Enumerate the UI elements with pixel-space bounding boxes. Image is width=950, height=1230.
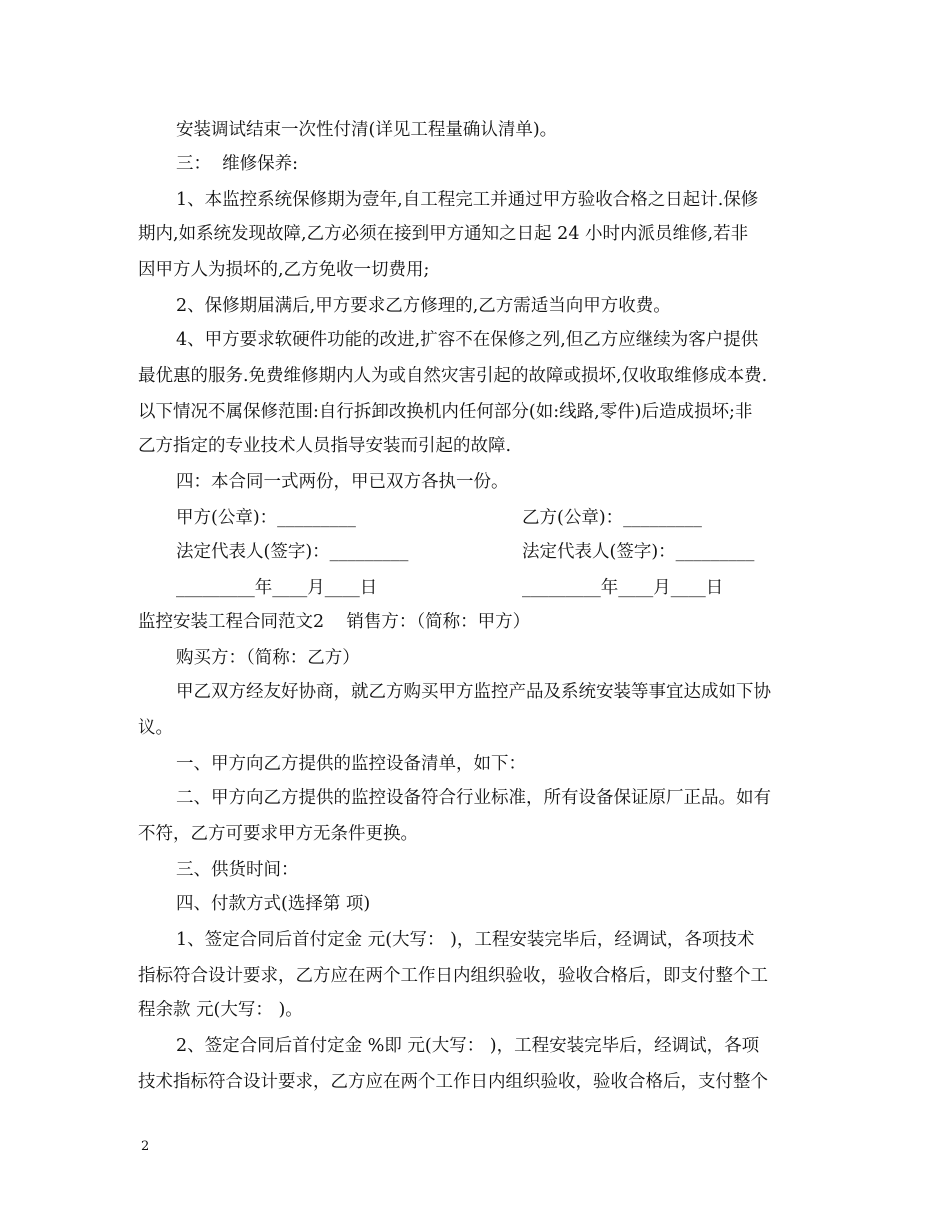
text-line: 购买方：（简称：乙方） xyxy=(176,648,360,668)
text-line: 2、签定合同后首付定金 %即 元(大写： )，工程安装完毕后，经调试，各项 xyxy=(176,1036,760,1056)
text-line: 议。 xyxy=(138,718,173,738)
text-line: 一、甲方向乙方提供的监控设备清单，如下： xyxy=(176,754,526,774)
text-line: 不符，乙方可要求甲方无条件更换。 xyxy=(138,824,418,844)
party-b-date: _________年____月____日 xyxy=(522,578,724,598)
party-a-seal: 甲方(公章)：_________ xyxy=(176,508,356,528)
party-a-representative: 法定代表人(签字)：_________ xyxy=(176,542,409,562)
text-line: 2、保修期届满后,甲方要求乙方修理的,乙方需适当向甲方收费。 xyxy=(176,296,671,316)
contract-title: 监控安装工程合同范文2 销售方：（简称：甲方） xyxy=(138,612,531,632)
text-line: 乙方指定的专业技术人员指导安装而引起的故障. xyxy=(138,436,512,456)
text-line: 四、付款方式(选择第 项) xyxy=(176,894,371,914)
party-a-date: _________年____月____日 xyxy=(176,578,378,598)
section-heading: 三： 维修保养: xyxy=(176,154,299,174)
text-line: 安装调试结束一次性付清(详见工程量确认清单)。 xyxy=(176,120,558,140)
text-line: 四：本合同一式两份，甲已双方各执一份。 xyxy=(176,472,509,492)
text-line: 1、签定合同后首付定金 元(大写： )，工程安装完毕后，经调试，各项技术 xyxy=(176,930,755,950)
text-line: 期内,如系统发现故障,乙方必须在接到甲方通知之日起 24 小时内派员维修,若非 xyxy=(138,224,749,244)
text-line: 1、本监控系统保修期为壹年,自工程完工并通过甲方验收合格之日起计.保修 xyxy=(176,190,759,210)
text-line: 二、甲方向乙方提供的监控设备符合行业标准，所有设备保证原厂正品。如有 xyxy=(176,788,771,808)
text-line: 技术指标符合设计要求，乙方应在两个工作日内组织验收，验收合格后，支付整个 xyxy=(138,1072,768,1092)
text-line: 4、甲方要求软硬件功能的改进,扩容不在保修之列,但乙方应继续为客户提供 xyxy=(176,330,759,350)
text-line: 以下情况不属保修范围:自行拆卸改换机内任何部分(如:线路,零件)后造成损坏;非 xyxy=(138,402,753,422)
page-number: 2 xyxy=(141,1139,150,1154)
text-line: 因甲方人为损坏的,乙方免收一切费用; xyxy=(138,260,430,280)
text-line: 甲乙双方经友好协商，就乙方购买甲方监控产品及系统安装等事宜达成如下协 xyxy=(176,682,771,702)
text-line: 指标符合设计要求，乙方应在两个工作日内组织验收，验收合格后，即支付整个工 xyxy=(138,966,768,986)
text-line: 程余款 元(大写： )。 xyxy=(138,1000,303,1020)
text-line: 三、供货时间： xyxy=(176,860,299,880)
party-b-seal: 乙方(公章)：_________ xyxy=(522,508,702,528)
text-line: 最优惠的服务.免费维修期内人为或自然灾害引起的故障或损坏,仅收取维修成本费. xyxy=(138,366,768,386)
party-b-representative: 法定代表人(签字)：_________ xyxy=(522,542,755,562)
